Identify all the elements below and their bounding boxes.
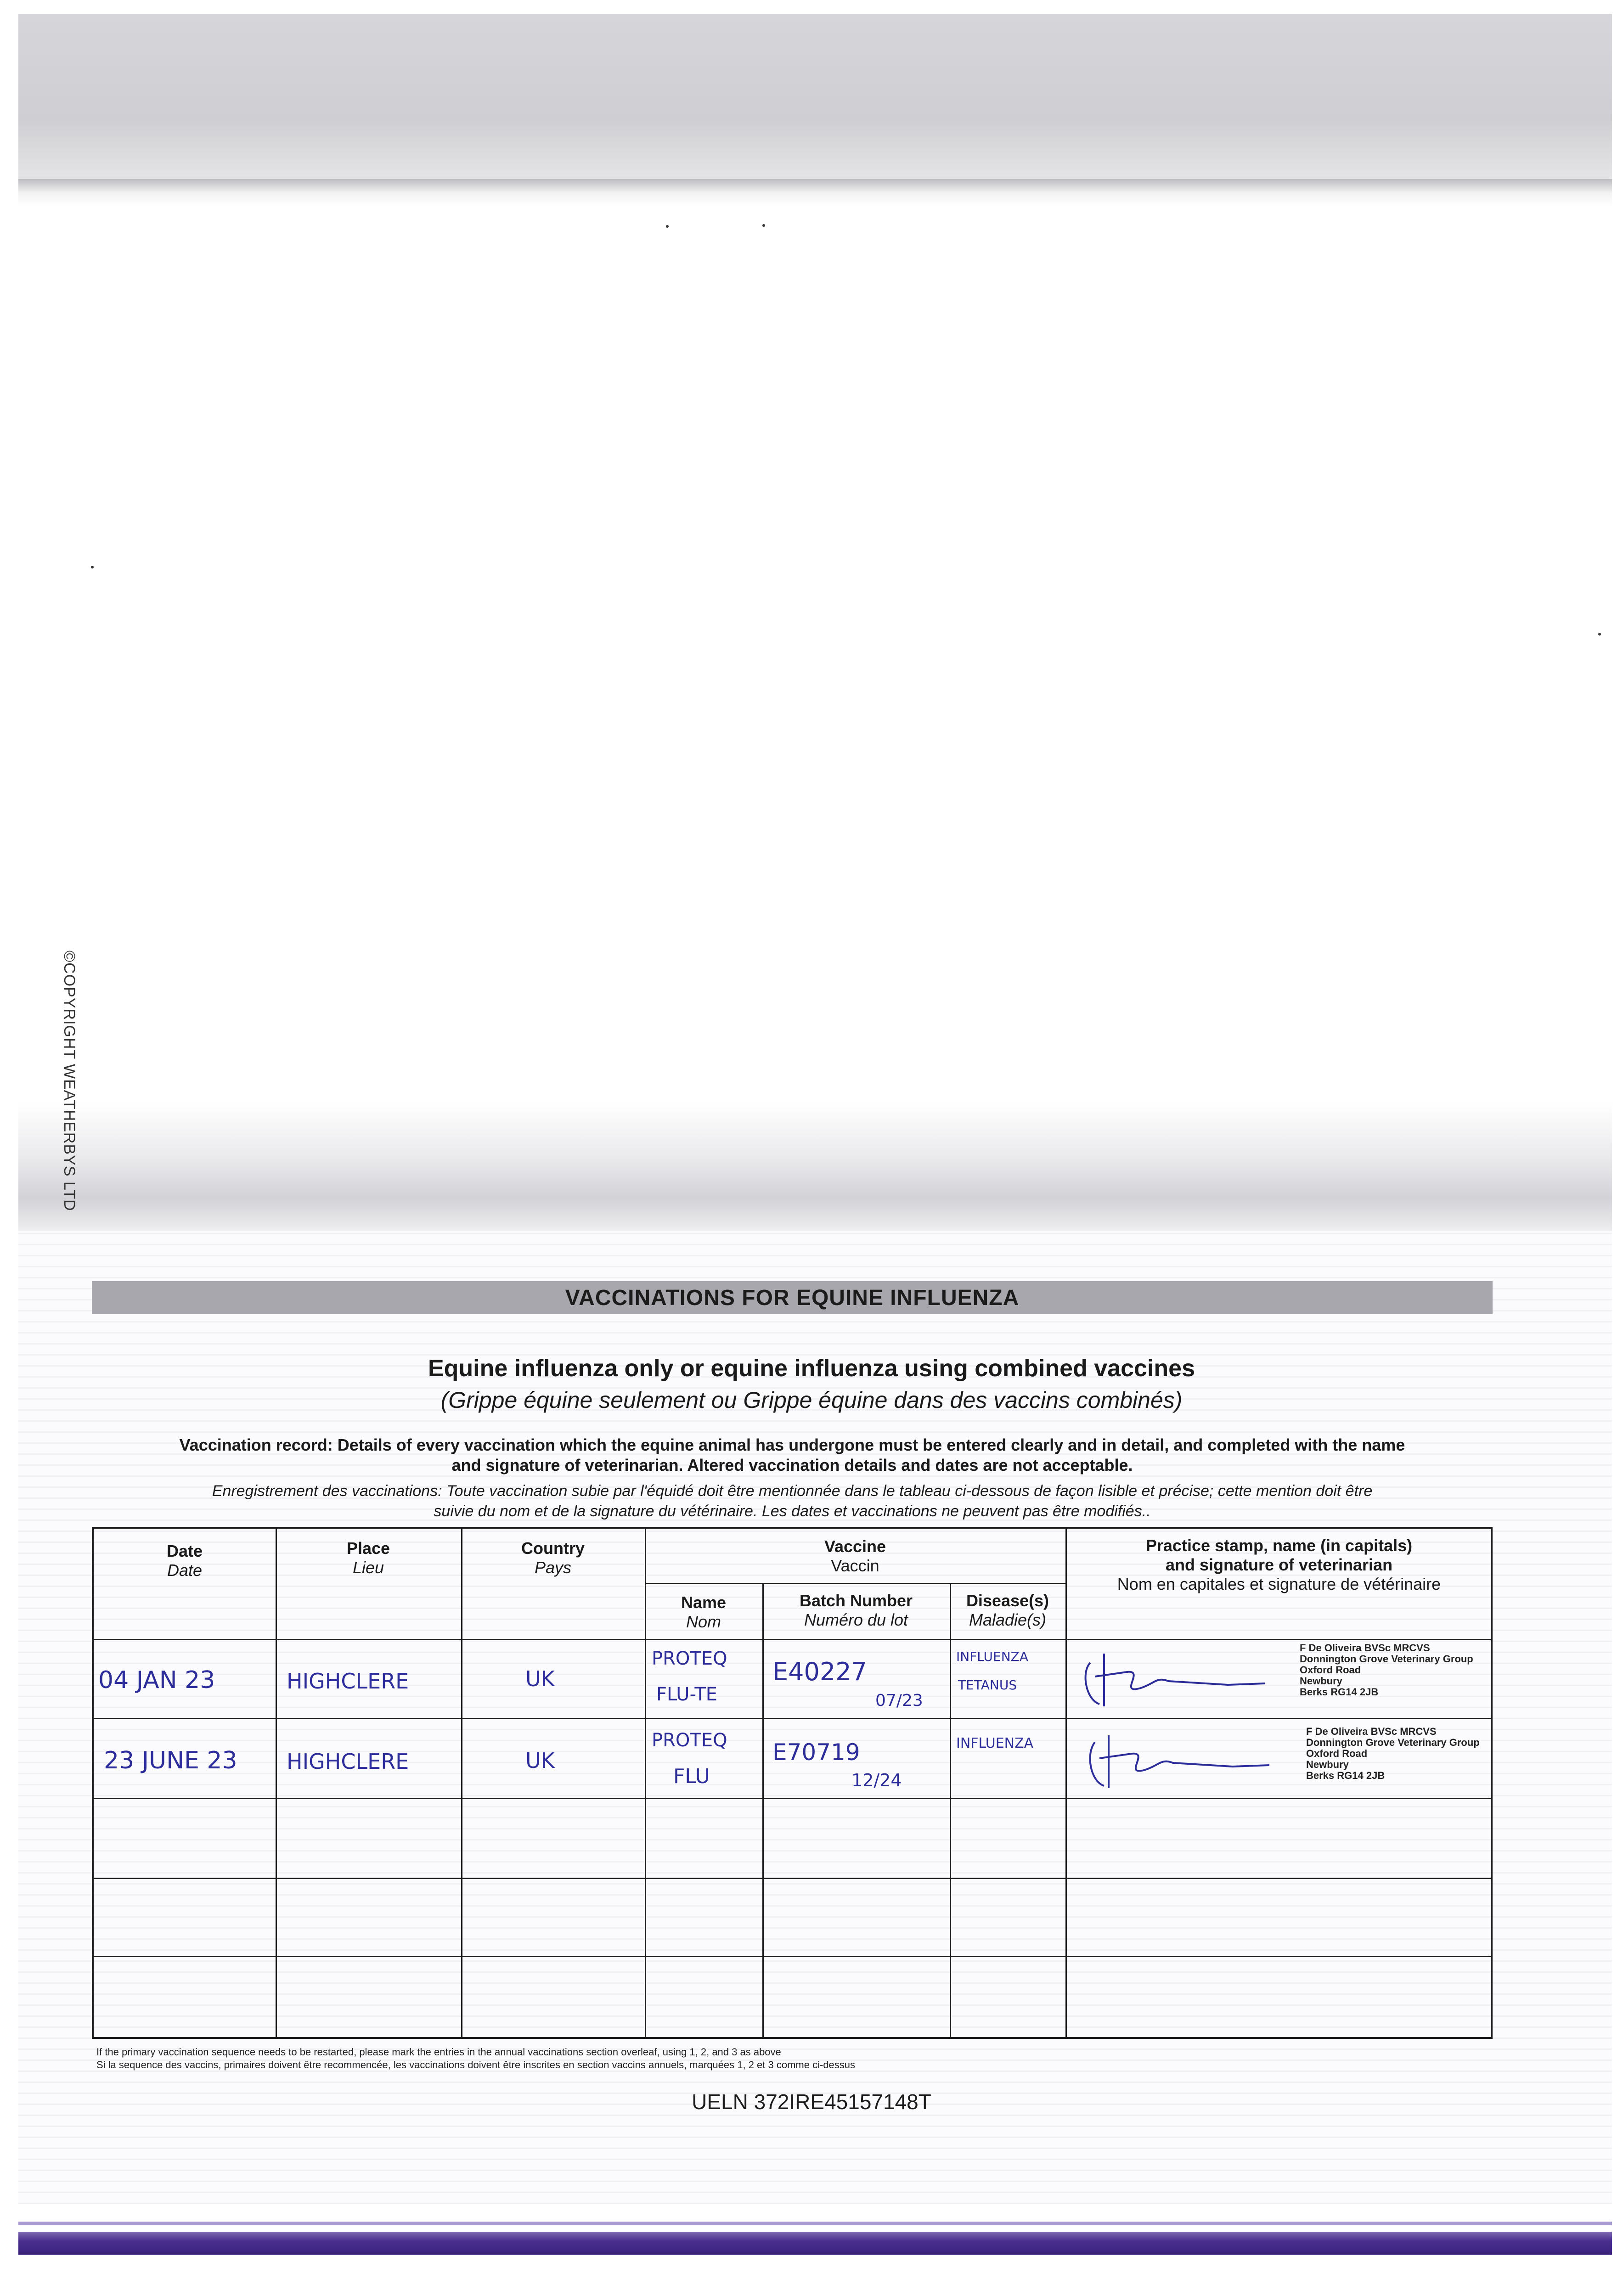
header-place-en: Place — [346, 1539, 390, 1558]
row1-batch: E40227 — [772, 1657, 867, 1686]
column-divider — [276, 1529, 277, 2037]
heading-en: Equine influenza only or equine influenza using combined vaccines — [428, 1355, 1195, 1382]
header-batch-en: Batch Number — [799, 1591, 913, 1610]
column-divider — [461, 1529, 462, 2037]
row1-vaccine-name-2: FLU-TE — [656, 1684, 718, 1705]
record-note-en-line1: Vaccination record: Details of every vaccination which the equine animal has undergone must be entered clearly and in detail, and completed with the name — [179, 1435, 1405, 1454]
scan-speck — [666, 225, 669, 228]
record-note-en — [110, 1435, 1474, 1475]
ueln-number: UELN 372IRE45157148T — [692, 2090, 931, 2114]
row2-batch: E70719 — [772, 1739, 860, 1766]
header-date — [94, 1542, 276, 1580]
row2-disease-1: INFLUENZA — [956, 1735, 1034, 1751]
scan-speck — [1598, 633, 1601, 636]
copyright-notice: ©COPYRIGHT WEATHERBYS LTD — [61, 951, 78, 1211]
row1-vaccine-name-1: PROTEQ — [652, 1648, 727, 1669]
header-name-fr: Nom — [686, 1612, 721, 1631]
heading-fr: (Grippe équine seulement ou Grippe équine dans des vaccins combinés) — [440, 1387, 1183, 1413]
header-name-en: Name — [681, 1593, 727, 1612]
row2-date: 23 JUNE 23 — [104, 1747, 237, 1774]
header-name — [645, 1593, 762, 1632]
header-practice-fr: Nom en capitales et signature de vétérinaire — [1117, 1575, 1441, 1593]
scan-speck — [762, 224, 765, 227]
column-divider — [1065, 1529, 1067, 2037]
row-divider — [94, 1878, 1491, 1879]
header-country-fr: Pays — [534, 1558, 572, 1577]
row-divider — [94, 1718, 1491, 1719]
row2-stamp-line: F De Oliveira BVSc MRCVS — [1306, 1726, 1437, 1737]
header-practice — [1065, 1536, 1493, 1594]
record-note-fr-line2: suivie du nom et de la signature du vétérinaire. Les dates et vaccinations ne peuvent pas être modifiés.. — [434, 1503, 1151, 1520]
row2-place: HIGHCLERE — [287, 1749, 409, 1774]
fold-shadow — [18, 1102, 1612, 1231]
header-place-fr: Lieu — [352, 1558, 384, 1577]
row1-disease-1: INFLUENZA — [956, 1649, 1028, 1664]
row2-vaccine-name-1: PROTEQ — [652, 1730, 727, 1751]
row1-practice-stamp — [1300, 1643, 1473, 1698]
row2-expiry: 12/24 — [851, 1770, 902, 1790]
header-country — [461, 1539, 645, 1577]
row1-expiry: 07/23 — [875, 1691, 923, 1710]
header-date-fr: Date — [167, 1561, 203, 1580]
row2-stamp-line: Newbury — [1306, 1759, 1349, 1770]
row1-disease-2: TETANUS — [958, 1677, 1017, 1693]
footnote-fr: Si la sequence des vaccins, primaires doivent être recommencée, les vaccinations doivent être inscrites en section vaccins annuels, marquées 1, 2 et 3 comme ci-dessus — [96, 2059, 856, 2071]
row2-practice-stamp — [1306, 1726, 1480, 1781]
scanner-shadow — [18, 14, 1612, 207]
header-practice-en1: Practice stamp, name (in capitals) — [1145, 1536, 1413, 1555]
record-note-en-line2: and signature of veterinarian. Altered vaccination details and dates are not acceptable. — [451, 1456, 1133, 1474]
row1-country: UK — [525, 1666, 555, 1691]
row1-date: 04 JAN 23 — [98, 1666, 215, 1694]
header-disease-en: Disease(s) — [966, 1591, 1049, 1610]
row-divider — [94, 1798, 1491, 1799]
vaccination-table — [92, 1527, 1493, 2039]
page-edge — [18, 179, 1612, 193]
column-divider — [950, 1583, 951, 2037]
header-disease-fr: Maladie(s) — [969, 1610, 1047, 1629]
header-vaccine-en: Vaccine — [824, 1537, 886, 1556]
row1-stamp-line: Berks RG14 2JB — [1300, 1686, 1379, 1698]
row-divider — [94, 1639, 1491, 1640]
section-banner: VACCINATIONS FOR EQUINE INFLUENZA — [92, 1281, 1493, 1314]
row-divider — [94, 1956, 1491, 1957]
header-country-en: Country — [521, 1539, 585, 1558]
row1-stamp-line: Newbury — [1300, 1675, 1342, 1687]
column-divider — [762, 1583, 764, 2037]
scan-speck — [91, 566, 94, 568]
row2-stamp-line: Berks RG14 2JB — [1306, 1770, 1385, 1781]
row1-place: HIGHCLERE — [287, 1669, 409, 1694]
cover-edge-band — [18, 2232, 1612, 2255]
row2-stamp-line: Oxford Road — [1306, 1748, 1368, 1759]
header-batch — [762, 1591, 950, 1630]
record-note-fr-line1: Enregistrement des vaccinations: Toute vaccination subie par l'équidé doit être mentionnée dans le tableau ci-dessous de façon lisible et précise; cette mention doit être — [212, 1482, 1373, 1500]
header-vaccine — [645, 1537, 1065, 1576]
header-date-en: Date — [166, 1542, 203, 1560]
record-note-fr — [110, 1481, 1474, 1521]
row2-stamp-line: Donnington Grove Veterinary Group — [1306, 1737, 1480, 1748]
header-place — [276, 1539, 461, 1577]
header-batch-fr: Numéro du lot — [804, 1610, 908, 1629]
cover-edge-line — [18, 2222, 1612, 2225]
header-practice-en2: and signature of veterinarian — [1165, 1555, 1393, 1574]
row1-stamp-line: F De Oliveira BVSc MRCVS — [1300, 1642, 1430, 1654]
header-vaccine-fr: Vaccin — [831, 1556, 879, 1575]
row2-vaccine-name-2: FLU — [673, 1765, 710, 1788]
vaccine-subheader-line — [645, 1583, 1065, 1584]
row1-vet-signature — [1076, 1644, 1269, 1709]
row2-vet-signature — [1081, 1726, 1274, 1790]
footnote-en: If the primary vaccination sequence needs to be restarted, please mark the entries in the annual vaccinations section overleaf, using 1, 2, and 3 as above — [96, 2046, 781, 2058]
row1-stamp-line: Donnington Grove Veterinary Group — [1300, 1653, 1473, 1665]
header-disease — [950, 1591, 1065, 1630]
row1-stamp-line: Oxford Road — [1300, 1664, 1361, 1676]
row2-country: UK — [525, 1748, 555, 1773]
